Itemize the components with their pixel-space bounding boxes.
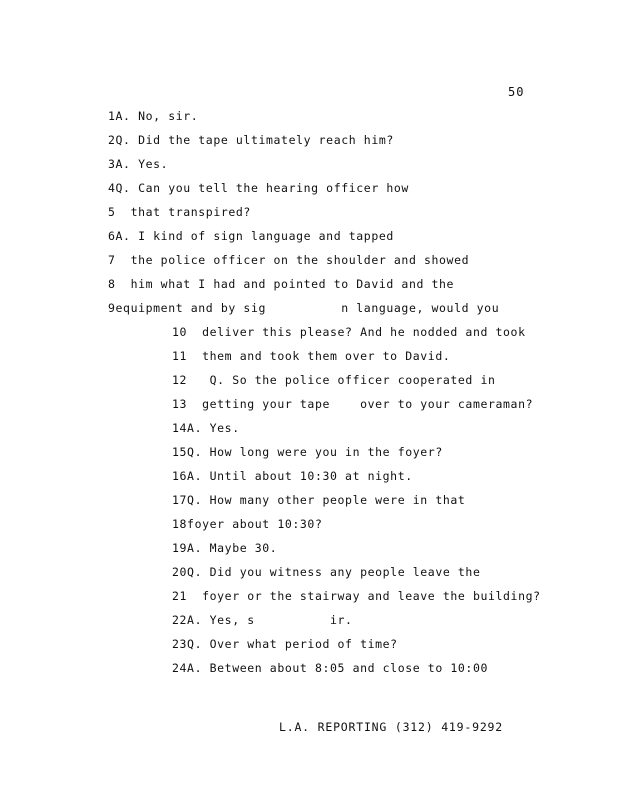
transcript-line-23: 23Q. Over what period of time? [172, 637, 398, 651]
transcript-line-4: 4Q. Can you tell the hearing officer how [108, 181, 409, 195]
transcript-line-8: 8 him what I had and pointed to David and the [108, 277, 455, 291]
transcript-line-3: 3A. Yes. [108, 157, 169, 171]
page-number: 50 [508, 85, 525, 99]
transcript-line-17: 17Q. How many other people were in that [172, 493, 466, 507]
transcript-line-5: 5 that transpired? [108, 205, 251, 219]
transcript-line-16: 16A. Until about 10:30 at night. [172, 469, 413, 483]
transcript-line-19: 19A. Maybe 30. [172, 541, 278, 555]
reporter-footer: L.A. REPORTING (312) 419-9292 [279, 720, 503, 734]
transcript-line-7: 7 the police officer on the shoulder and showed [108, 253, 470, 267]
transcript-line-2: 2Q. Did the tape ultimately reach him? [108, 133, 394, 147]
transcript-line-14: 14A. Yes. [172, 421, 240, 435]
transcript-line-24: 24A. Between about 8:05 and close to 10:00 [172, 661, 488, 675]
transcript-line-15: 15Q. How long were you in the foyer? [172, 445, 443, 459]
transcript-line-18: 18foyer about 10:30? [172, 517, 323, 531]
transcript-line-10: 10 deliver this please? And he nodded and took [172, 325, 526, 339]
transcript-line-22: 22A. Yes, s ir. [172, 613, 353, 627]
transcript-line-13: 13 getting your tape over to your cameraman? [172, 397, 534, 411]
transcript-line-1: 1A. No, sir. [108, 109, 199, 123]
transcript-line-9: 9equipment and by sig n language, would you [108, 301, 500, 315]
transcript-line-6: 6A. I kind of sign language and tapped [108, 229, 394, 243]
transcript-line-12: 12 Q. So the police officer cooperated in [172, 373, 496, 387]
transcript-line-11: 11 them and took them over to David. [172, 349, 451, 363]
transcript-line-20: 20Q. Did you witness any people leave the [172, 565, 481, 579]
transcript-line-21: 21 foyer or the stairway and leave the building? [172, 589, 541, 603]
